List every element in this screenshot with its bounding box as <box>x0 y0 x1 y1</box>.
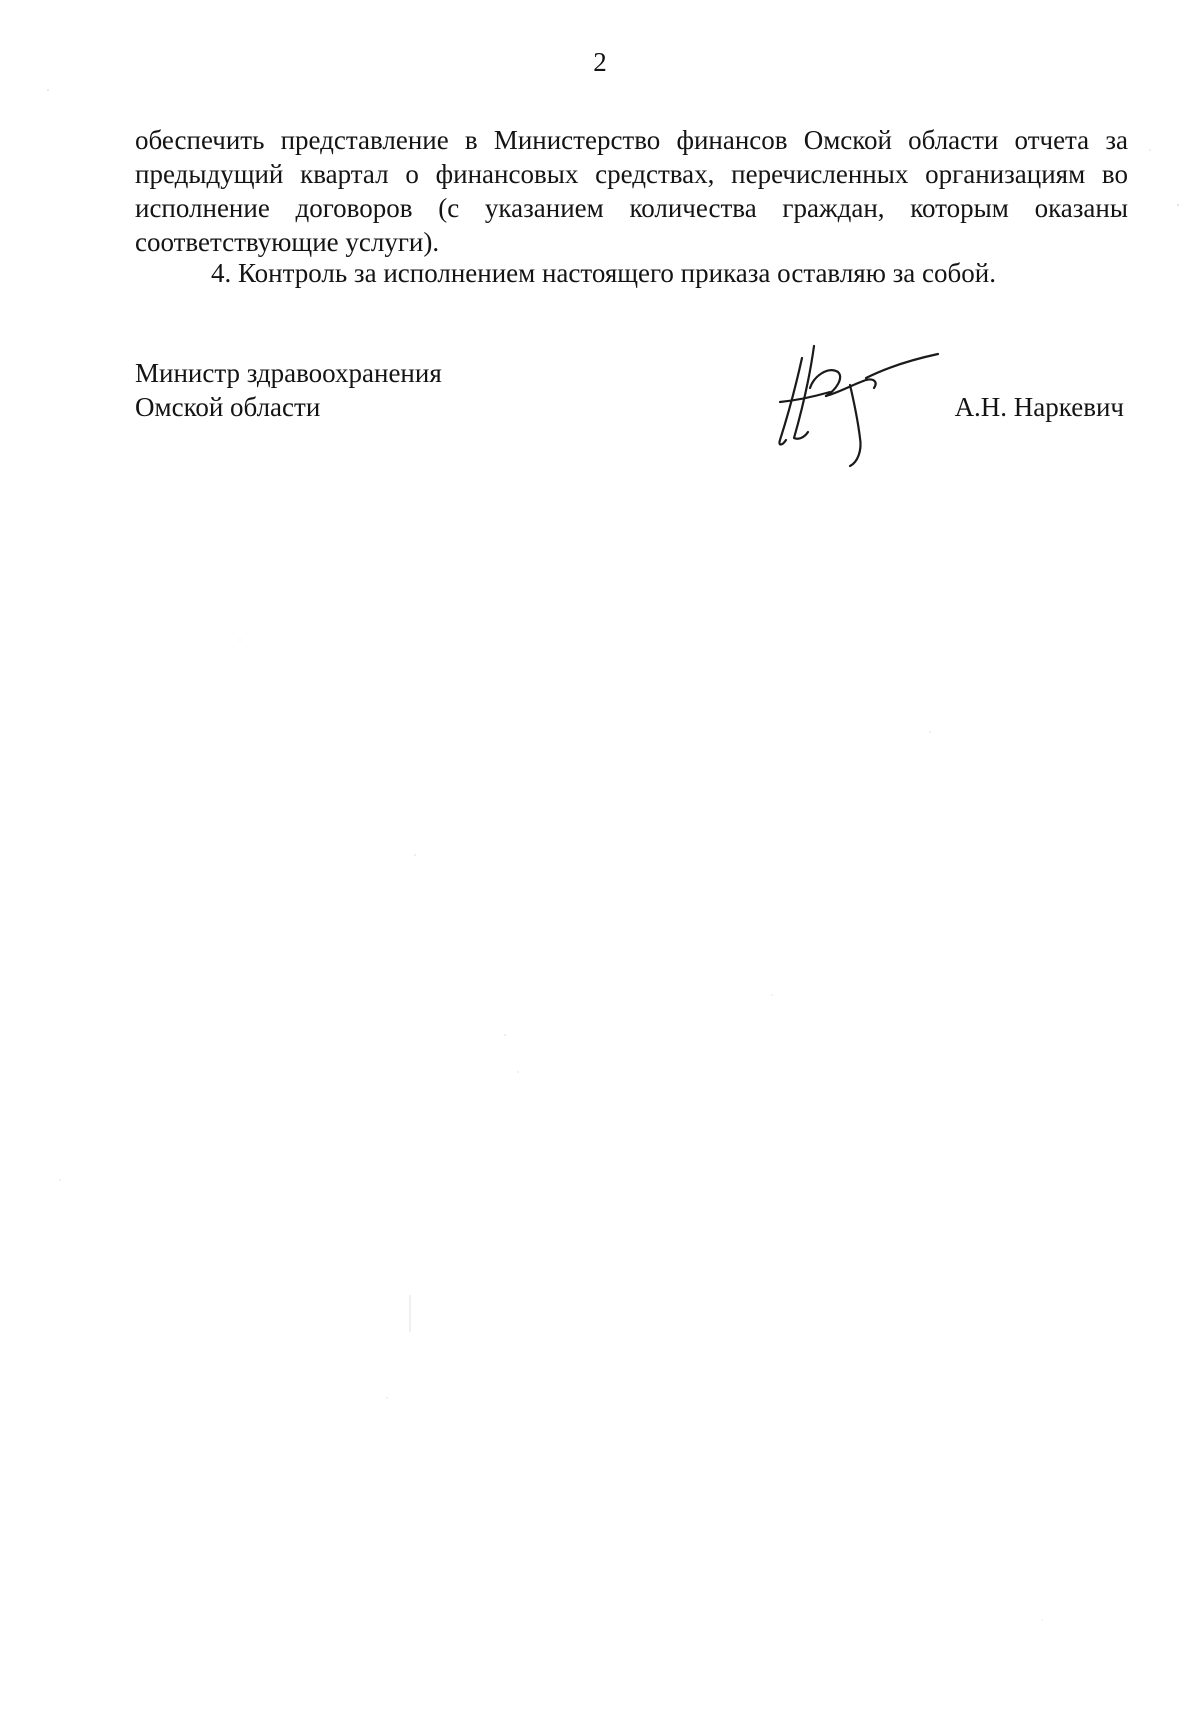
signatory-position <box>135 356 442 424</box>
signatory-name: А.Н. Наркевич <box>954 392 1124 422</box>
page-number: 2 <box>593 47 607 77</box>
paragraph-4: 4. Контроль за исполнением настоящего приказа оставляю за собой. <box>211 258 996 288</box>
handwritten-signature <box>770 340 950 470</box>
position-line-2: Омской области <box>135 392 321 422</box>
paragraph-continuation: обеспечить представление в Министерство финансов Омской области отчета за предыдущий квартал о финансовых средствах, перечисленных организациям во исполнение договоров (с указанием количества граждан, которым оказаны соответствующие услуги). <box>135 125 1128 257</box>
position-line-1: Министр здравоохранения <box>135 358 442 388</box>
